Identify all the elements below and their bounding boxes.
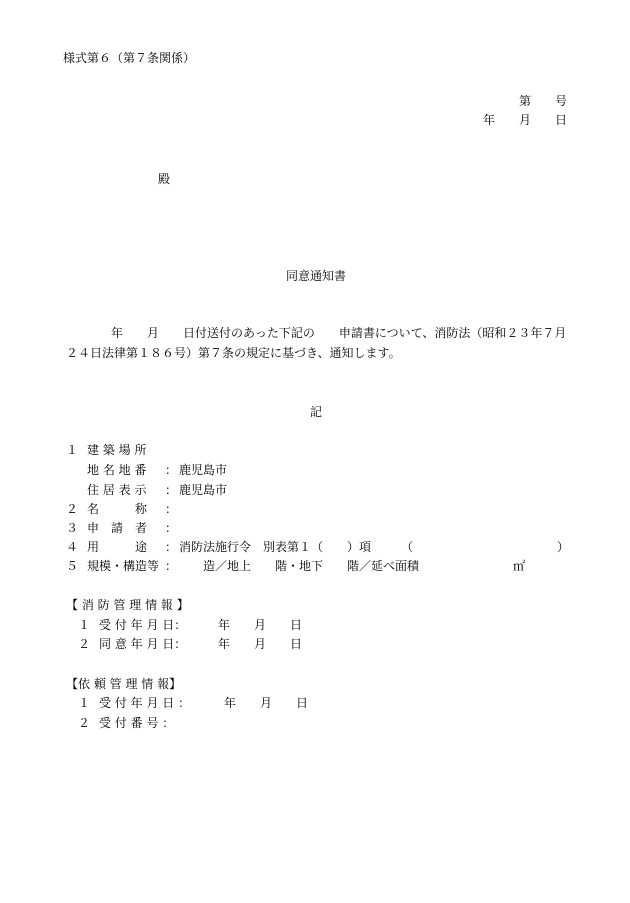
row-value: 年 月 日 — [218, 618, 303, 632]
item-label: 名 称 — [87, 502, 148, 516]
item-value: 鹿児島市 — [179, 463, 228, 477]
item-value: 鹿児島市 — [179, 483, 228, 497]
item-colon: ： — [165, 483, 178, 497]
item-unit: ㎡ — [513, 559, 526, 573]
row-label: 受 付 番 号 ： — [99, 716, 175, 730]
item-applicant — [66, 521, 178, 538]
body-line-1: 年 月 日付送付のあった下記の 申請書について、消防法（昭和２３年７月 — [111, 326, 567, 340]
row-label: 同 意 年 月 日： — [99, 637, 187, 651]
item-residential-address — [66, 483, 228, 500]
item-colon: ： — [165, 502, 178, 516]
item-number: ３ — [66, 521, 79, 535]
item-label: 用 途 — [87, 540, 148, 554]
row-number: ２ — [78, 716, 91, 730]
row-value: 年 月 日 — [224, 696, 309, 710]
request-management-header: 【依 頼 管 理 情 報】 — [66, 677, 182, 691]
item-name — [66, 502, 178, 519]
item-number: ５ — [66, 559, 79, 573]
item-number: ４ — [66, 540, 79, 554]
item-colon: ： — [165, 559, 178, 573]
form-reference: 様式第６（第７条関係） — [63, 51, 196, 65]
ki-heading: 記 — [310, 405, 323, 419]
row-value: 年 月 日 — [218, 637, 303, 651]
document-date: 年 月 日 — [483, 113, 568, 127]
item-label: 申 請 者 — [87, 521, 148, 535]
item-scale-structure — [66, 559, 526, 576]
document-title: 同意通知書 — [286, 269, 347, 283]
document-number: 第 号 — [519, 94, 568, 108]
row-label: 受 付 年 月 日： — [99, 618, 187, 632]
request-management-row — [78, 696, 309, 713]
item-number: １ — [66, 443, 79, 457]
row-number: １ — [78, 618, 91, 632]
item-value: 造／地上 階・地下 階／延べ面積 — [179, 559, 420, 573]
fire-management-header: 【 消 防 管 理 情 報 】 — [66, 598, 189, 612]
body-line-2: ２４日法律第１８６号）第７条の規定に基づき、通知します。 — [66, 346, 401, 360]
item-colon: ： — [165, 540, 178, 554]
item-label: 規模・構造等 — [87, 559, 160, 573]
item-value: 消防法施行令 別表第１（ ）項 （ ） — [179, 540, 570, 554]
item-colon: ： — [165, 463, 178, 477]
item-label: 地 名 地 番 — [87, 463, 147, 477]
item-use — [66, 540, 570, 557]
item-label: 住 居 表 示 — [87, 483, 147, 497]
fire-management-row — [78, 637, 303, 654]
fire-management-row — [78, 618, 303, 635]
row-number: ２ — [78, 637, 91, 651]
item-label: 建 築 場 所 — [87, 443, 147, 457]
request-management-row — [78, 716, 175, 733]
row-number: １ — [78, 696, 91, 710]
row-label: 受 付 年 月 日 ： — [99, 696, 191, 710]
item-lot-number — [66, 463, 228, 480]
item-colon: ： — [165, 521, 178, 535]
item-number: ２ — [66, 502, 79, 516]
item-building-location — [66, 443, 147, 460]
addressee-honorific: 殿 — [158, 172, 171, 186]
